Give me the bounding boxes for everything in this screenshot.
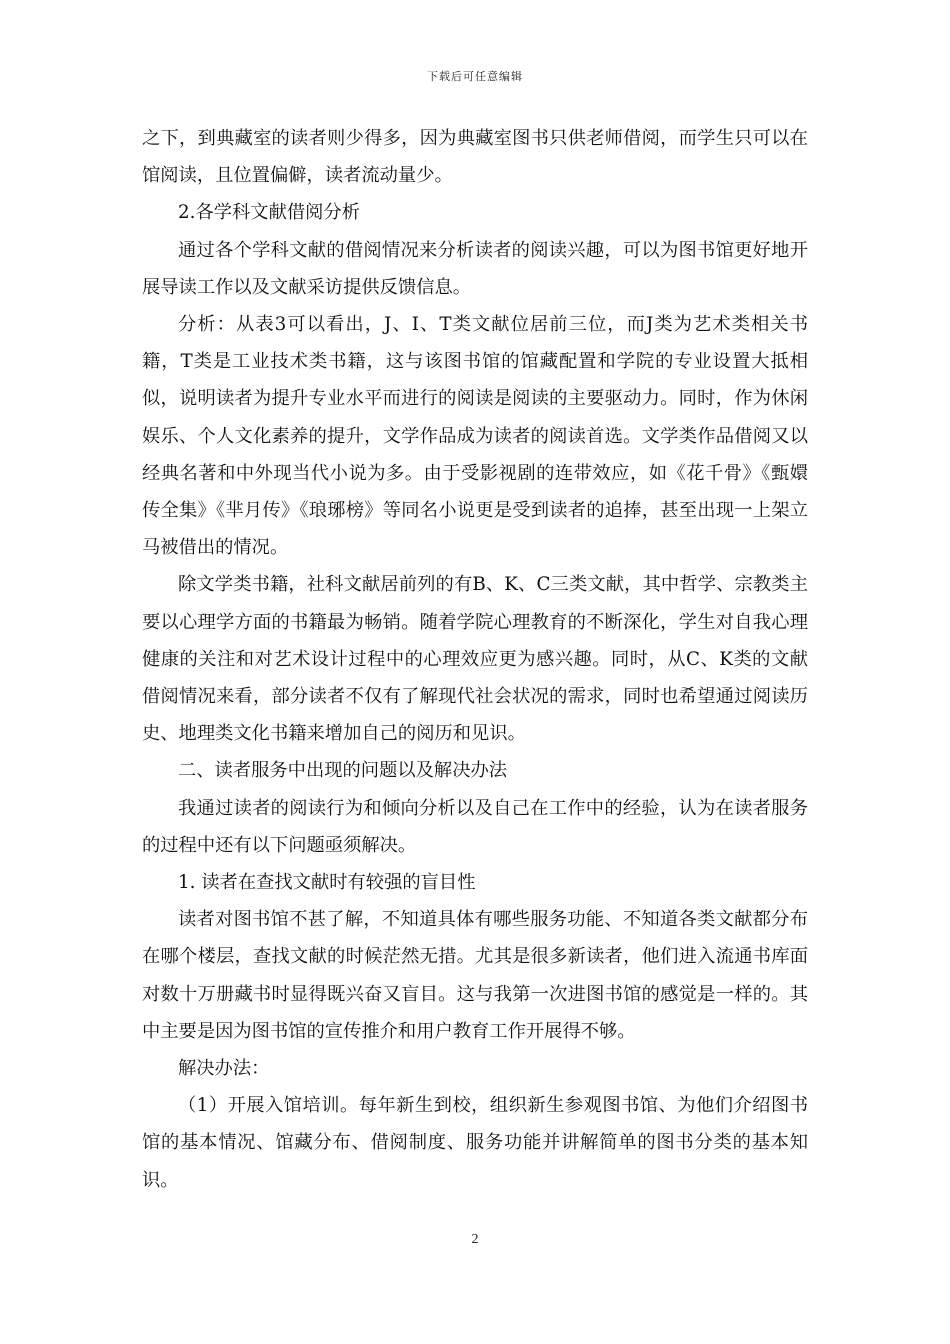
paragraph-analysis: 分析：从表3可以看出，J、I、T类文献位居前三位，而J类为艺术类相关书籍，T类是工业技术类书籍，这与该图书馆的馆藏配置和学院的专业设置大抵相似，说明读者为提升专业水平而进行的阅读是阅读的主要驱动力。同时，作为休闲娱乐、个人文化素养的提升，文学作品成为读者的阅读首选。文学类作品借阅又以经典名著和中外现当代小说为多。由于受影视剧的连带效应，如《花千骨》《甄嬛传全集》《芈月传》《琅琊榜》等同名小说更是受到读者的追捧，甚至出现一上架立马被借出的情况。 xyxy=(142,314,808,559)
paragraph: 我通过读者的阅读行为和倾向分析以及自己在工作中的经验，认为在读者服务的过程中还有以下问题亟须解决。 xyxy=(142,797,808,856)
paragraph: 通过各个学科文献的借阅情况来分析读者的阅读兴趣，可以为图书馆更好地开展导读工作以及文献采访提供反馈信息。 xyxy=(142,239,808,298)
section-heading-subject-borrowing: 2.各学科文献借阅分析 xyxy=(178,202,360,224)
list-item: （1）开展入馆培训。每年新生到校，组织新生参观图书馆、为他们介绍图书馆的基本情况、馆藏分布、借阅制度、服务功能并讲解简单的图书分类的基本知识。 xyxy=(142,1095,808,1191)
paragraph-continuation: 之下，到典藏室的读者则少得多，因为典藏室图书只供老师借阅，而学生只可以在馆阅读，且位置偏僻，读者流动量少。 xyxy=(142,128,808,187)
paragraph: 读者对图书馆不甚了解，不知道具体有哪些服务功能、不知道各类文献都分布在哪个楼层，查找文献的时候茫然无措。尤其是很多新读者，他们进入流通书库面对数十万册藏书时显得既兴奋又盲目。这与我第一次进图书馆的感觉是一样的。其中主要是因为图书馆的宣传推介和用户教育工作开展得不够。 xyxy=(142,909,808,1042)
section-heading-problems: 二、读者服务中出现的问题以及解决办法 xyxy=(178,760,508,782)
solution-label: 解决办法： xyxy=(178,1058,270,1080)
body-text xyxy=(142,120,808,1199)
page-number: 2 xyxy=(471,1232,479,1247)
paragraph: 除文学类书籍，社科文献居前列的有B、K、C三类文献，其中哲学、宗教类主要以心理学方面的书籍最为畅销。随着学院心理教育的不断深化，学生对自我心理健康的关注和对艺术设计过程中的心理效应更为感兴趣。同时，从C、K类的文献借阅情况来看，部分读者不仅有了解现代社会状况的需求，同时也希望通过阅读历史、地理类文化书籍来增加自己的阅历和见识。 xyxy=(142,574,808,745)
subsection-heading: 1. 读者在查找文献时有较强的盲目性 xyxy=(178,872,476,894)
page-header: 下载后可任意编辑 xyxy=(427,70,523,83)
